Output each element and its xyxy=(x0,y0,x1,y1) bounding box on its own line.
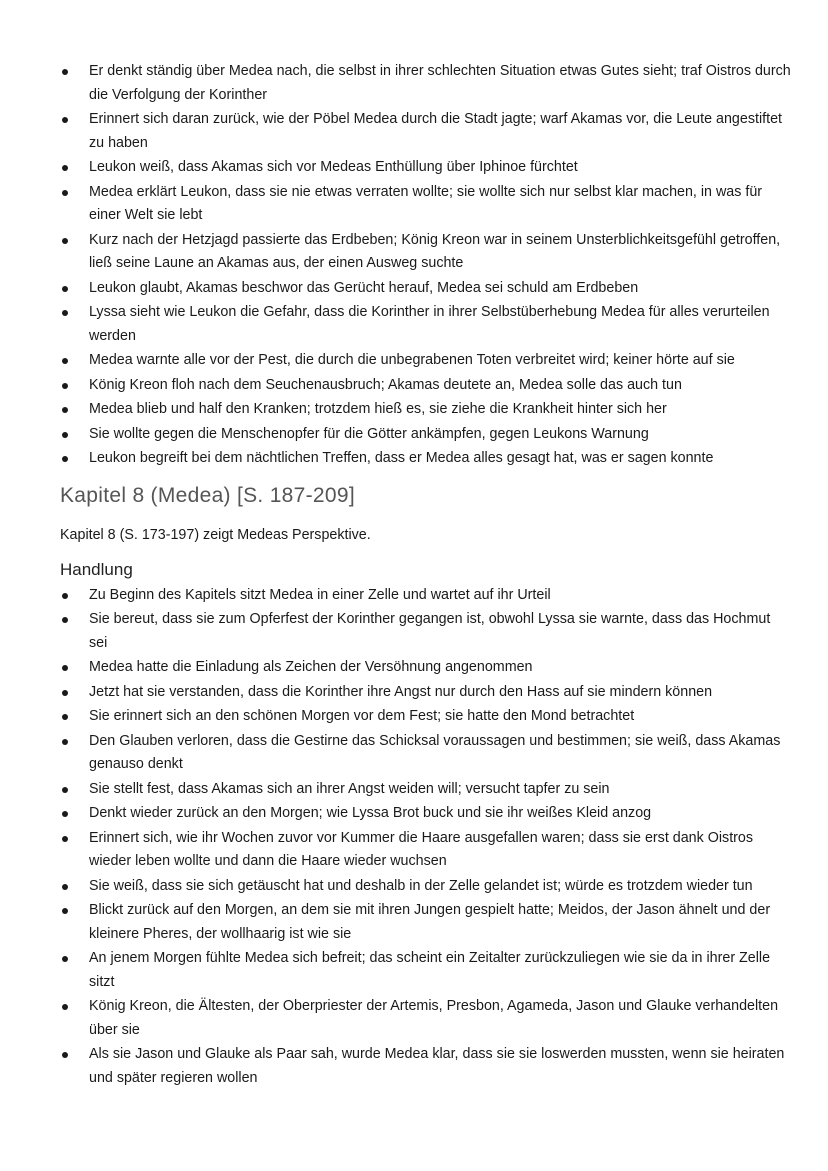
bullet-icon xyxy=(62,117,68,123)
list-item: Erinnert sich daran zurück, wie der Pöbel Medea durch die Stadt jagte; warf Akamas vor, die Leute angestiftet zu haben xyxy=(60,108,792,155)
bullet-icon xyxy=(62,836,68,842)
section-heading: Handlung xyxy=(60,559,133,579)
list-item: Zu Beginn des Kapitels sitzt Medea in einer Zelle und wartet auf ihr Urteil xyxy=(60,584,792,608)
chapter-intro: Kapitel 8 (S. 173-197) zeigt Medeas Perspektive. xyxy=(60,526,371,543)
list-item: Erinnert sich, wie ihr Wochen zuvor vor Kummer die Haare ausgefallen waren; dass sie erst dank Oistros wieder leben wollte und dann die Haare wieder wuchsen xyxy=(60,827,792,874)
bullet-icon xyxy=(62,190,68,196)
bullet-icon xyxy=(62,884,68,890)
bullet-icon xyxy=(62,811,68,817)
list-item: Medea hatte die Einladung als Zeichen der Versöhnung angenommen xyxy=(60,656,792,680)
handlung-bullet-list xyxy=(60,584,792,1091)
list-item: Lyssa sieht wie Leukon die Gefahr, dass die Korinther in ihrer Selbstüberhebung Medea für alles verurteilen werden xyxy=(60,301,792,348)
list-item: Sie bereut, dass sie zum Opferfest der Korinther gegangen ist, obwohl Lyssa sie warnte, dass das Hochmut sei xyxy=(60,608,792,655)
list-item: Sie erinnert sich an den schönen Morgen vor dem Fest; sie hatte den Mond betrachtet xyxy=(60,705,792,729)
bullet-icon xyxy=(62,456,68,462)
list-item: König Kreon floh nach dem Seuchenausbruch; Akamas deutete an, Medea solle das auch tun xyxy=(60,374,792,398)
list-item: Leukon weiß, dass Akamas sich vor Medeas Enthüllung über Iphinoe fürchtet xyxy=(60,156,792,180)
bullet-icon xyxy=(62,908,68,914)
bullet-icon xyxy=(62,165,68,171)
bullet-icon xyxy=(62,1004,68,1010)
list-item: Blickt zurück auf den Morgen, an dem sie mit ihren Jungen gespielt hatte; Meidos, der Jason ähnelt und der kleinere Pheres, der wollhaarig ist wie sie xyxy=(60,899,792,946)
chapter-heading: Kapitel 8 (Medea) [S. 187-209] xyxy=(60,483,356,507)
bullet-icon xyxy=(62,286,68,292)
bullet-icon xyxy=(62,407,68,413)
bullet-icon xyxy=(62,432,68,438)
list-item: Medea warnte alle vor der Pest, die durch die unbegrabenen Toten verbreitet wird; keiner hörte auf sie xyxy=(60,349,792,373)
bullet-icon xyxy=(62,358,68,364)
list-item: Medea erklärt Leukon, dass sie nie etwas verraten wollte; sie wollte sich nur selbst klar machen, in was für einer Welt sie lebt xyxy=(60,181,792,228)
bullet-icon xyxy=(62,310,68,316)
top-bullet-list xyxy=(60,60,792,471)
list-item: Er denkt ständig über Medea nach, die selbst in ihrer schlechten Situation etwas Gutes sieht; traf Oistros durch die Verfolgung der Korinther xyxy=(60,60,792,107)
list-item: Den Glauben verloren, dass die Gestirne das Schicksal voraussagen und bestimmen; sie weiß, dass Akamas genauso denkt xyxy=(60,730,792,777)
bullet-icon xyxy=(62,739,68,745)
bullet-icon xyxy=(62,665,68,671)
bullet-icon xyxy=(62,383,68,389)
list-item: Sie wollte gegen die Menschenopfer für die Götter ankämpfen, gegen Leukons Warnung xyxy=(60,423,792,447)
bullet-icon xyxy=(62,690,68,696)
bullet-icon xyxy=(62,617,68,623)
list-item: Kurz nach der Hetzjagd passierte das Erdbeben; König Kreon war in seinem Unsterblichkeitsgefühl getroffen, ließ seine Laune an Akamas aus, der einen Ausweg suchte xyxy=(60,229,792,276)
list-item: Jetzt hat sie verstanden, dass die Korinther ihre Angst nur durch den Hass auf sie mindern können xyxy=(60,681,792,705)
list-item: Denkt wieder zurück an den Morgen; wie Lyssa Brot buck und sie ihr weißes Kleid anzog xyxy=(60,802,792,826)
bullet-icon xyxy=(62,956,68,962)
list-item: Leukon begreift bei dem nächtlichen Treffen, dass er Medea alles gesagt hat, was er sagen konnte xyxy=(60,447,792,471)
list-item: An jenem Morgen fühlte Medea sich befreit; das scheint ein Zeitalter zurückzuliegen wie sie da in ihrer Zelle sitzt xyxy=(60,947,792,994)
list-item: Sie weiß, dass sie sich getäuscht hat und deshalb in der Zelle gelandet ist; würde es trotzdem wieder tun xyxy=(60,875,792,899)
list-item: Sie stellt fest, dass Akamas sich an ihrer Angst weiden will; versucht tapfer zu sein xyxy=(60,778,792,802)
list-item: Medea blieb und half den Kranken; trotzdem hieß es, sie ziehe die Krankheit hinter sich her xyxy=(60,398,792,422)
bullet-icon xyxy=(62,787,68,793)
bullet-icon xyxy=(62,714,68,720)
bullet-icon xyxy=(62,69,68,75)
list-item: Als sie Jason und Glauke als Paar sah, wurde Medea klar, dass sie sie loswerden mussten, wenn sie heiraten und später regieren wollen xyxy=(60,1043,792,1090)
bullet-icon xyxy=(62,238,68,244)
list-item: König Kreon, die Ältesten, der Oberpriester der Artemis, Presbon, Agameda, Jason und Glauke verhandelten über sie xyxy=(60,995,792,1042)
bullet-icon xyxy=(62,1052,68,1058)
bullet-icon xyxy=(62,593,68,599)
list-item: Leukon glaubt, Akamas beschwor das Gerücht herauf, Medea sei schuld am Erdbeben xyxy=(60,277,792,301)
